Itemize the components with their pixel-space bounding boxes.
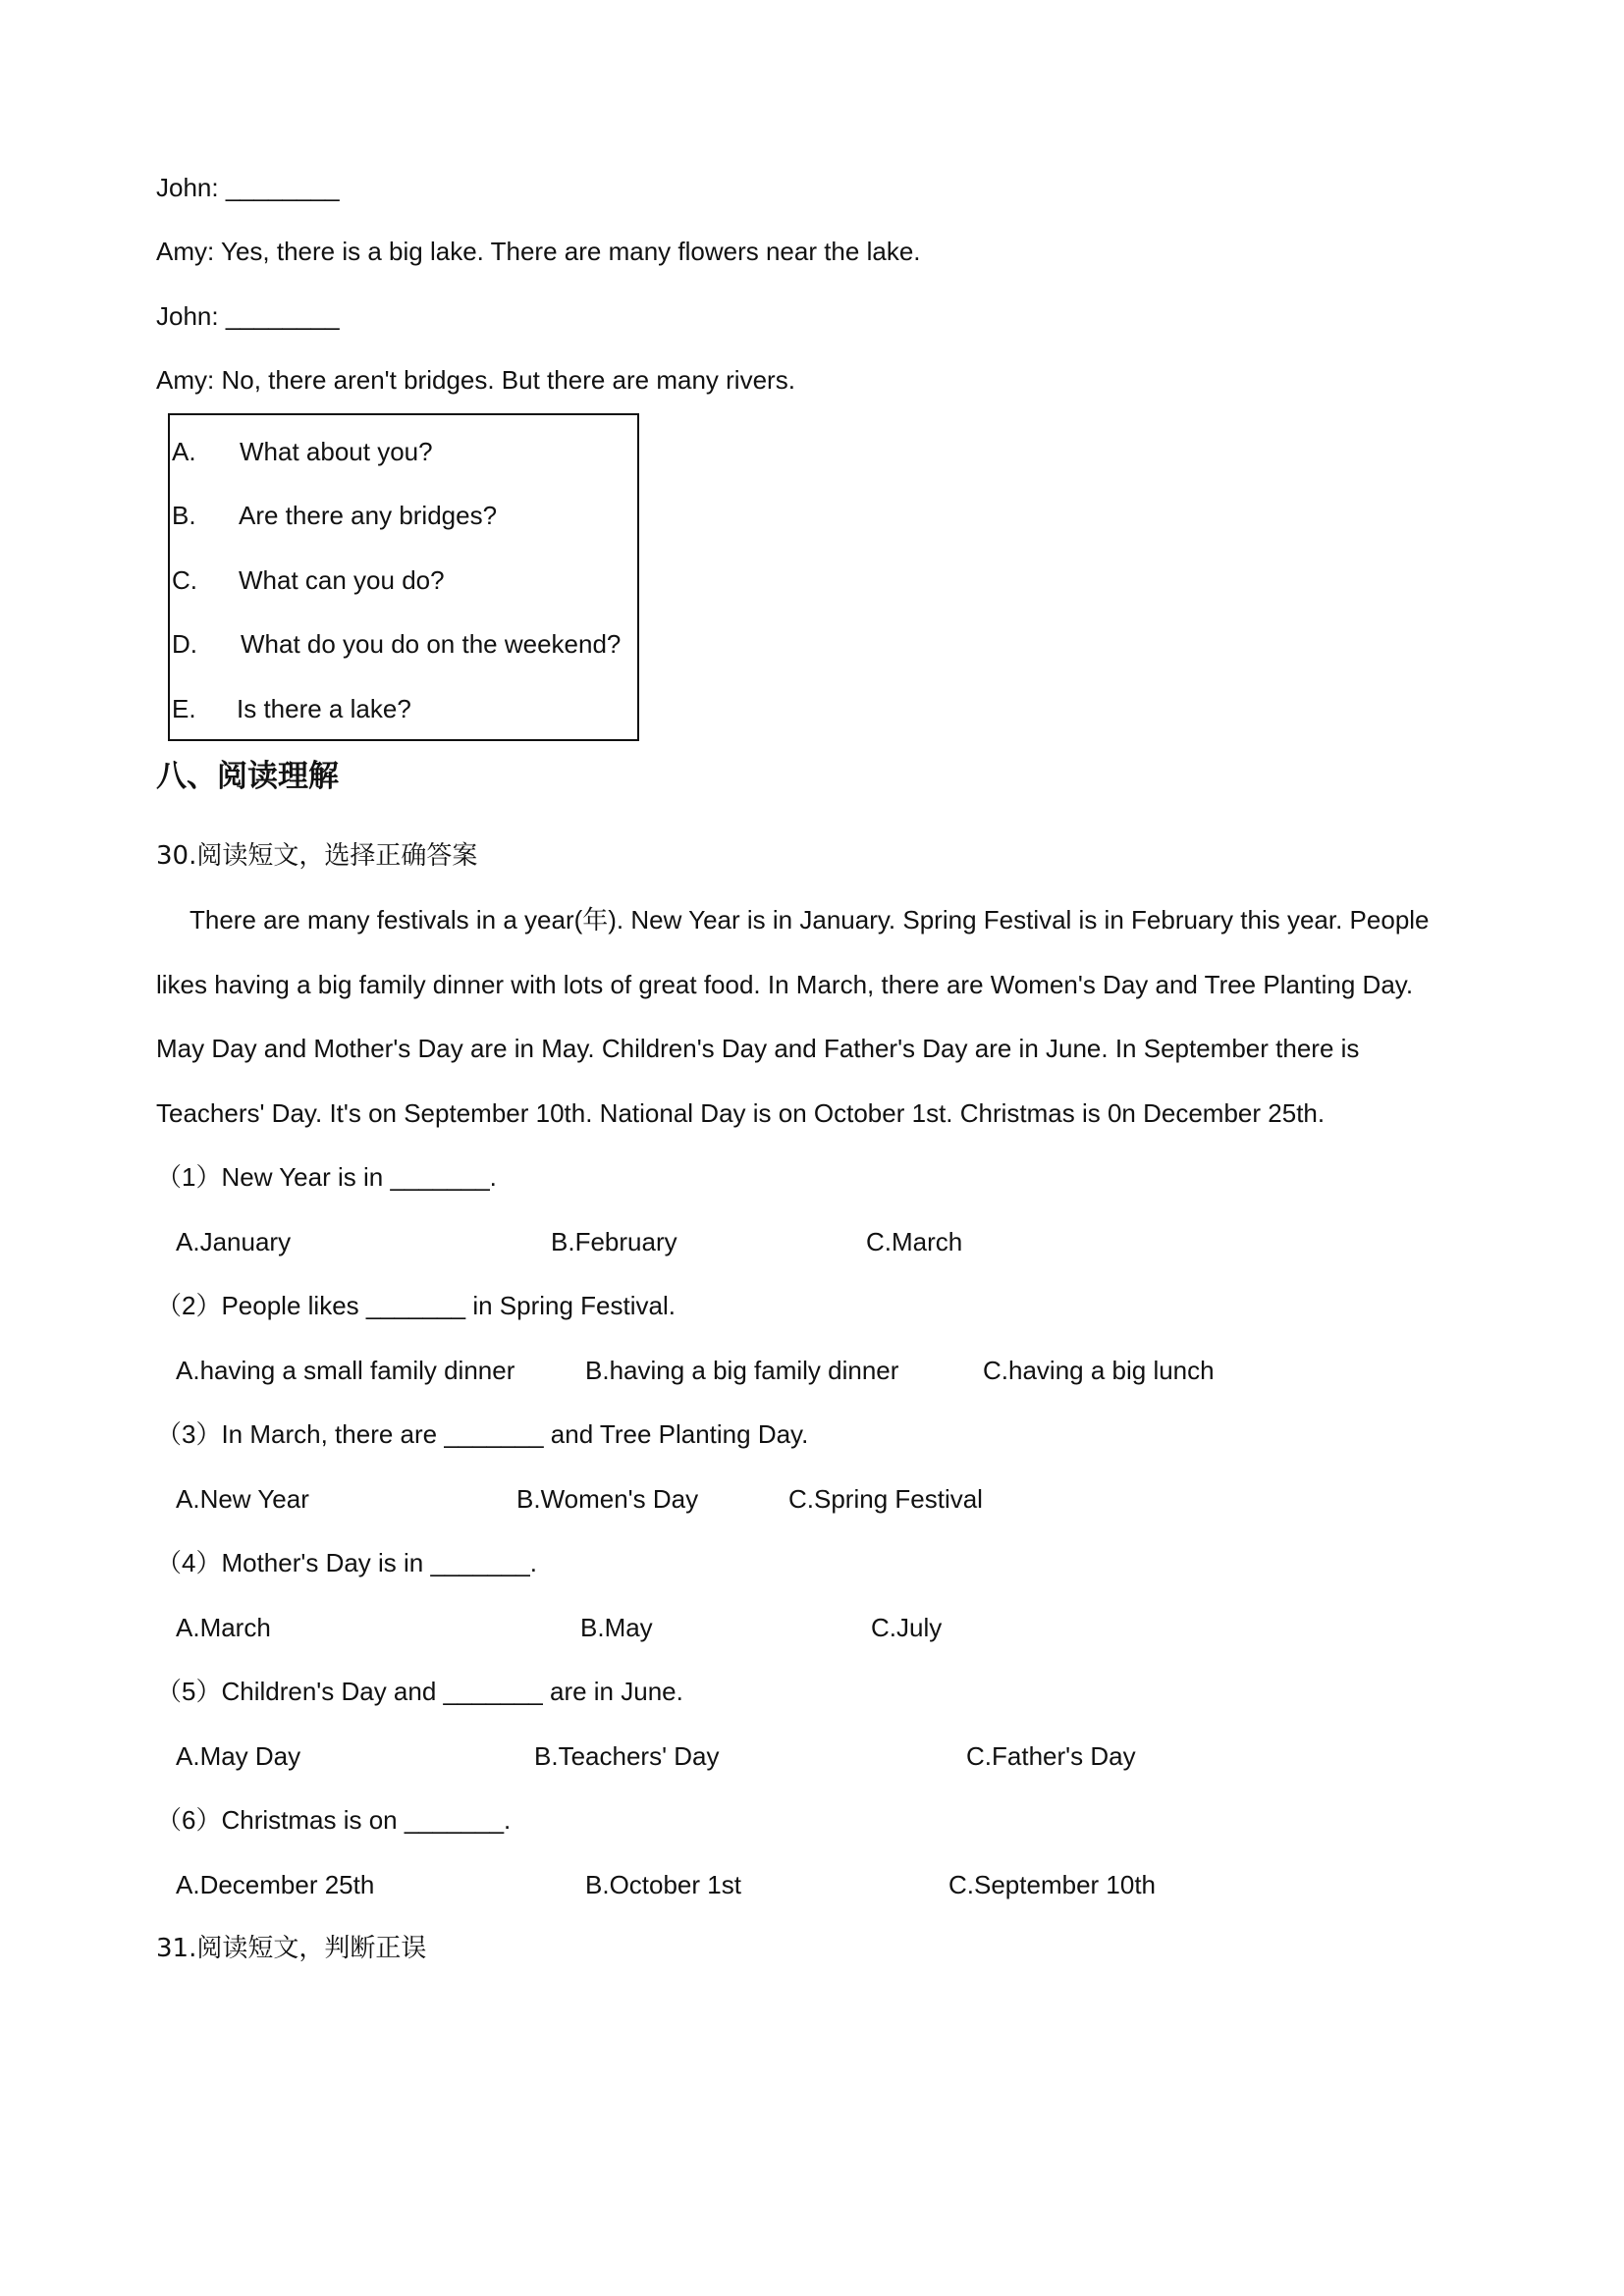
option-c: C.Father's Day — [966, 1741, 1136, 1771]
answer-blank: ________ — [225, 173, 340, 202]
option-c: C.Spring Festival — [788, 1484, 983, 1514]
question-stem: （6）Christmas is on _______. — [156, 1805, 512, 1835]
options-box — [168, 413, 639, 741]
dialogue-line-1 — [156, 173, 340, 203]
option-a: A.December 25th — [176, 1870, 375, 1899]
option-text: Is there a lake? — [237, 694, 411, 723]
option-b: B.Women's Day — [516, 1484, 699, 1514]
option-b: B.having a big family dinner — [585, 1356, 899, 1385]
speaker: John: — [156, 301, 219, 331]
option-letter: C. — [172, 565, 197, 595]
option-a: A.having a small family dinner — [176, 1356, 515, 1385]
question-stem: （4）Mother's Day is in _______. — [156, 1548, 537, 1577]
option-letter: D. — [172, 629, 197, 659]
option-b: B.October 1st — [585, 1870, 741, 1899]
dialogue-line-4 — [156, 365, 795, 396]
speaker: John: — [156, 173, 219, 202]
option-c: C.September 10th — [948, 1870, 1157, 1899]
q31-title: 31.阅读短文，判断正误 — [156, 1934, 427, 1963]
section-heading: 八、阅读理解 — [156, 759, 339, 794]
speaker: Amy: — [156, 365, 215, 395]
option-b: B.February — [551, 1227, 677, 1256]
question-stem: （1）New Year is in _______. — [156, 1162, 497, 1192]
passage-line: Teachers' Day. It's on September 10th. National Day is on October 1st. Christmas is 0n December 25th. — [156, 1098, 1326, 1128]
option-letter: A. — [172, 437, 196, 466]
option-text: What can you do? — [239, 565, 445, 595]
option-text: What about you? — [240, 437, 433, 466]
option-c: C.March — [866, 1227, 963, 1256]
option-text: What do you do on the weekend? — [241, 629, 622, 659]
option-c: C.having a big lunch — [983, 1356, 1215, 1385]
dialogue-line-3 — [156, 301, 340, 332]
option-c: C.July — [871, 1613, 943, 1642]
dialogue-text: Yes, there is a big lake. There are many flowers near the lake. — [221, 237, 921, 266]
passage-line: likes having a big family dinner with lots of great food. In March, there are Women's Day and Tree Planting Day. — [156, 970, 1414, 999]
option-b: B.Teachers' Day — [534, 1741, 720, 1771]
passage-line: There are many festivals in a year(年). New Year is in January. Spring Festival is in February this year. People — [189, 905, 1430, 934]
question-stem: （3）In March, there are _______ and Tree Planting Day. — [156, 1419, 809, 1449]
option-a: A.March — [176, 1613, 271, 1642]
q30-title: 30.阅读短文，选择正确答案 — [156, 841, 478, 871]
option-a: A.New Year — [176, 1484, 309, 1514]
option-a: A.January — [176, 1227, 292, 1256]
question-stem: （5）Children's Day and _______ are in June. — [156, 1677, 683, 1706]
dialogue-text: No, there aren't bridges. But there are many rivers. — [221, 365, 795, 395]
option-text: Are there any bridges? — [239, 501, 498, 530]
dialogue-line-2 — [156, 237, 921, 267]
option-letter: B. — [172, 501, 196, 530]
speaker: Amy: — [156, 237, 215, 266]
option-a: A.May Day — [176, 1741, 301, 1771]
option-b: B.May — [580, 1613, 653, 1642]
answer-blank: ________ — [225, 301, 340, 331]
question-stem: （2）People likes _______ in Spring Festival. — [156, 1291, 676, 1320]
option-letter: E. — [172, 694, 196, 723]
passage-line: May Day and Mother's Day are in May. Children's Day and Father's Day are in June. In September there is — [156, 1034, 1360, 1063]
